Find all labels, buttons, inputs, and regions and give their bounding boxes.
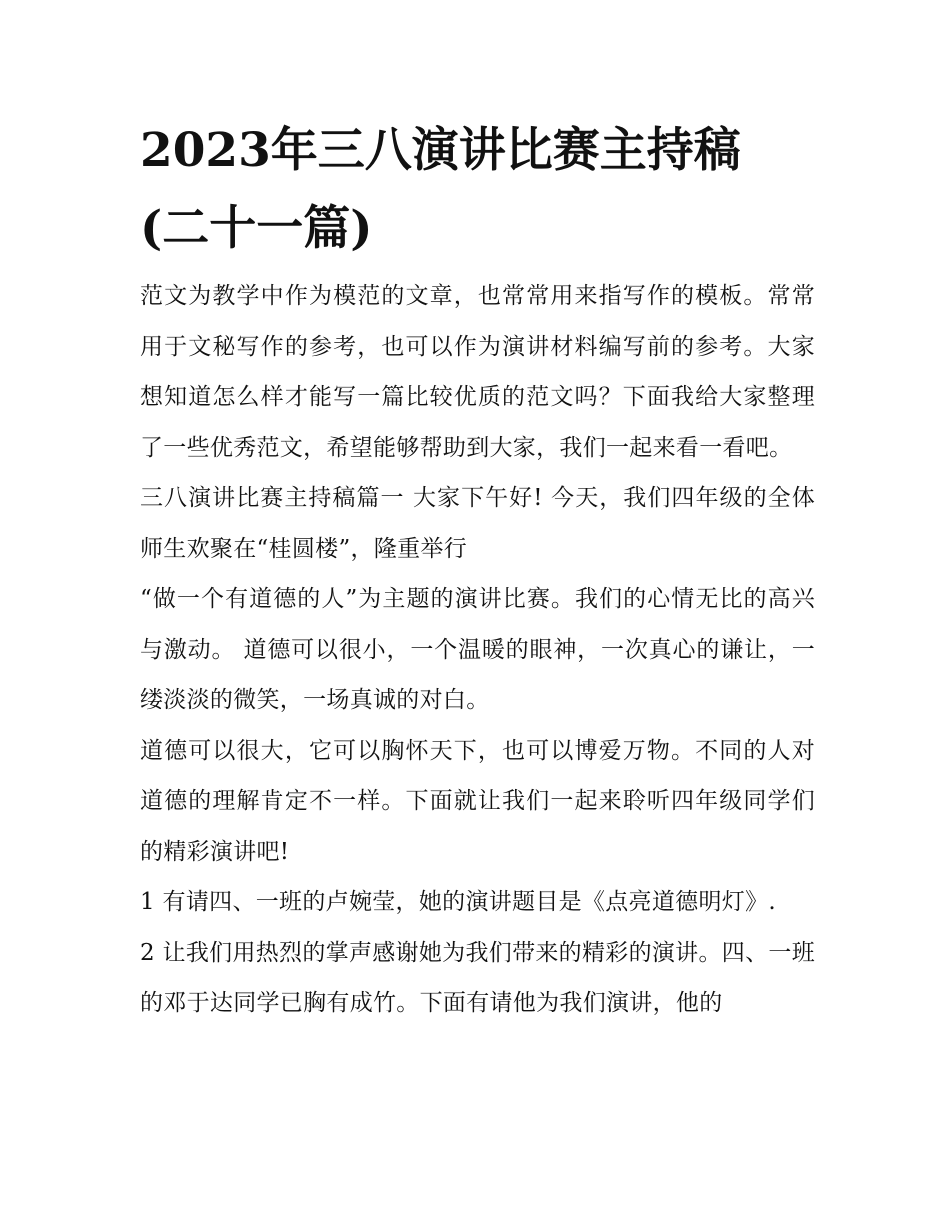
title-line-2: (二十一篇) xyxy=(140,201,373,256)
paragraph-opening: 三八演讲比赛主持稿篇一 大家下午好! 今天，我们四年级的全体师生欢聚在“桂圆楼”，隆重举行 xyxy=(140,485,815,562)
document-body xyxy=(140,112,815,1029)
paragraph-speaker-2: 2 让我们用热烈的掌声感谢她为我们带来的精彩的演讲。四、一班的邓于达同学已胸有成竹。下面有请他为我们演讲，他的 xyxy=(140,939,815,1016)
document-title xyxy=(140,112,815,268)
paragraph-speaker-1: 1 有请四、一班的卢婉莹，她的演讲题目是《点亮道德明灯》. xyxy=(140,889,776,915)
title-line-1: 2023年三八演讲比赛主持稿 xyxy=(140,123,741,178)
paragraph-intro: 范文为教学中作为模范的文章，也常常用来指写作的模板。常常用于文秘写作的参考，也可以作为演讲材料编写前的参考。大家想知道怎么样才能写一篇比较优质的范文吗？下面我给大家整理了一些优秀范文，希望能够帮助到大家，我们一起来看一看吧。 xyxy=(140,283,815,461)
paragraph-morality: 道德可以很大，它可以胸怀天下，也可以博爱万物。不同的人对道德的理解肯定不一样。下面就让我们一起来聆听四年级同学们的精彩演讲吧! xyxy=(140,737,815,865)
paragraph-theme: “做一个有道德的人”为主题的演讲比赛。我们的心情无比的高兴与激动。 道德可以很小，一个温暖的眼神，一次真心的谦让，一缕淡淡的微笑，一场真诚的对白。 xyxy=(140,586,815,713)
